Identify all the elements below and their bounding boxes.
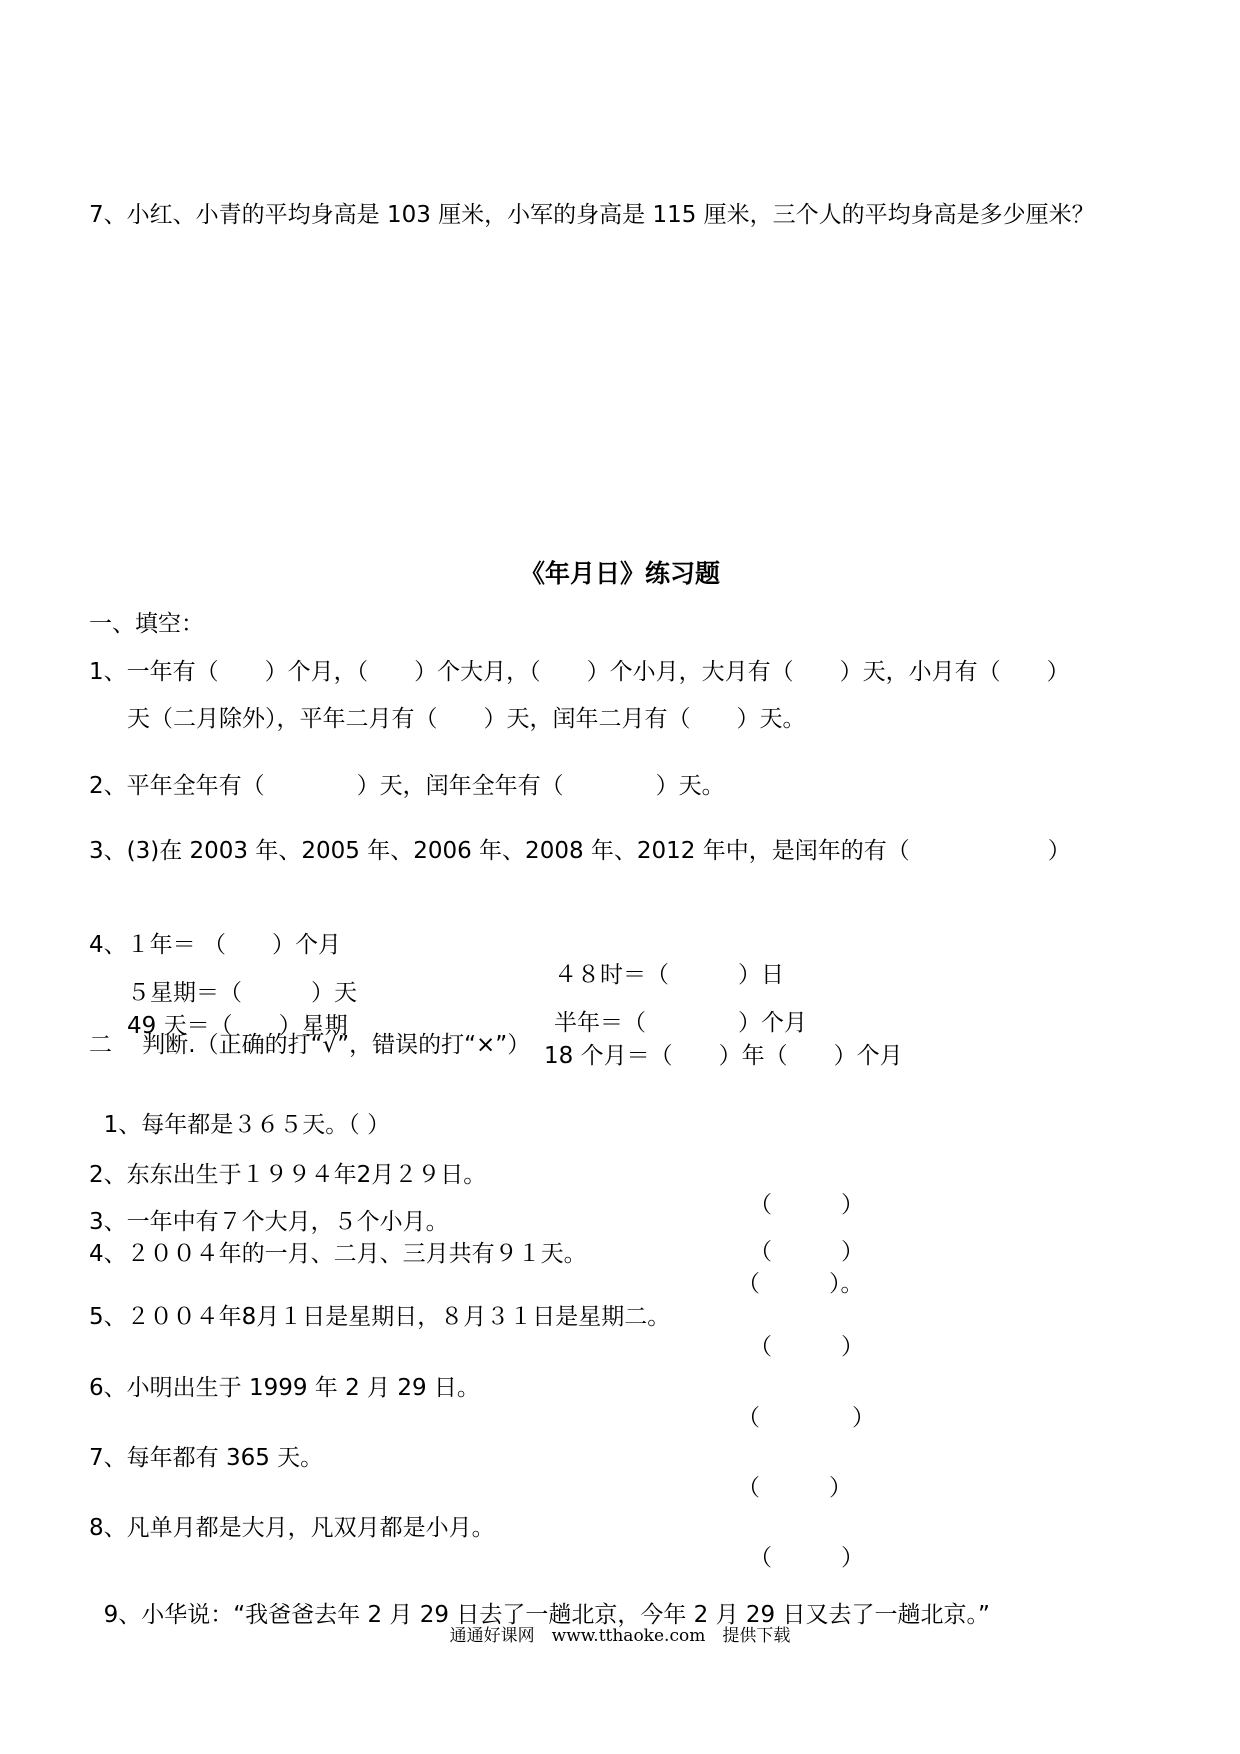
fill-question-3: 3、(3)在 2003 年、2005 年、2006 年、2008 年、2012 年中，是闰年的有（ ） — [89, 838, 1071, 864]
judge-item-text: 8、凡单月都是大月，凡双月都是小月。 — [89, 1515, 495, 1541]
conversion-hours-days: ４８时＝（ ）日 — [554, 962, 784, 988]
page-title: 《年月日》练习题 — [519, 559, 720, 588]
fill-question-1-line-2: 天（二月除外），平年二月有（ ）天，闰年二月有（ ）天。 — [127, 706, 806, 732]
conversion-days-weeks: 49 天＝（ ）星期 — [127, 1013, 348, 1039]
fill-question-1-line-1: 1、一年有（ ）个月，（ ）个大月，（ ）个小月，大月有（ ）天，小月有（ ） — [89, 659, 1070, 685]
footer-source: 通通好课网 www.tthaoke.com 提供下载 — [449, 1626, 791, 1646]
answer-blank: （ ） — [737, 1405, 875, 1431]
section-1-heading: 一、填空： — [89, 611, 204, 637]
answer-blank: （ ） — [737, 1475, 852, 1501]
answer-blank: （ ） — [749, 1239, 864, 1265]
judge-item-text: 4、２００４年的一月、二月、三月共有９１天。 — [89, 1241, 587, 1267]
judge-item-text: 6、小明出生于 1999 年 2 月 29 日。 — [89, 1375, 480, 1401]
conversion-year-months: 4、１年＝ （ ）个月 — [89, 932, 341, 958]
question-7-average-height: 7、小红、小青的平均身高是 103 厘米，小军的身高是 115 厘米，三个人的平均身高是多少厘米？ — [89, 202, 1095, 228]
answer-blank: （ ） — [749, 1192, 864, 1218]
section-2-heading: 二 判断.（正确的打“√”，错误的打“×”） — [89, 1032, 531, 1058]
conversion-weeks-days: ５星期＝（ ）天 — [127, 980, 357, 1006]
fill-question-2: 2、平年全年有（ ）天，闰年全年有（ ）天。 — [89, 773, 725, 799]
judge-item-text: 9、小华说：“我爸爸去年 2 月 29 日去了一趟北京，今年 2 月 29 日又去了一趟北京。” — [103, 1602, 990, 1628]
judge-item-text: 3、一年中有７个大月，５个小月。 — [89, 1209, 449, 1235]
answer-blank: （ ）。 — [737, 1271, 864, 1297]
judge-item-text: 7、每年都有 365 天。 — [89, 1445, 324, 1471]
judge-item-1 — [89, 1080, 390, 1140]
judge-item-text: 1、每年都是３６５天。（ ） — [103, 1112, 391, 1138]
judge-item-8 — [89, 1483, 864, 1573]
answer-blank: （ ） — [749, 1334, 864, 1360]
judge-item-text: 5、２００４年8月１日是星期日，８月３１日是星期二。 — [89, 1304, 671, 1330]
answer-blank: （ ） — [749, 1545, 864, 1571]
judge-item-9 — [89, 1570, 990, 1630]
conversion-half-year-months: 半年＝（ ）个月 — [554, 1010, 807, 1036]
judge-item-text: 2、东东出生于１９９４年2月２９日。 — [89, 1162, 487, 1188]
conversion-months-years: 18 个月＝（ ）年（ ）个月 — [544, 1043, 903, 1069]
